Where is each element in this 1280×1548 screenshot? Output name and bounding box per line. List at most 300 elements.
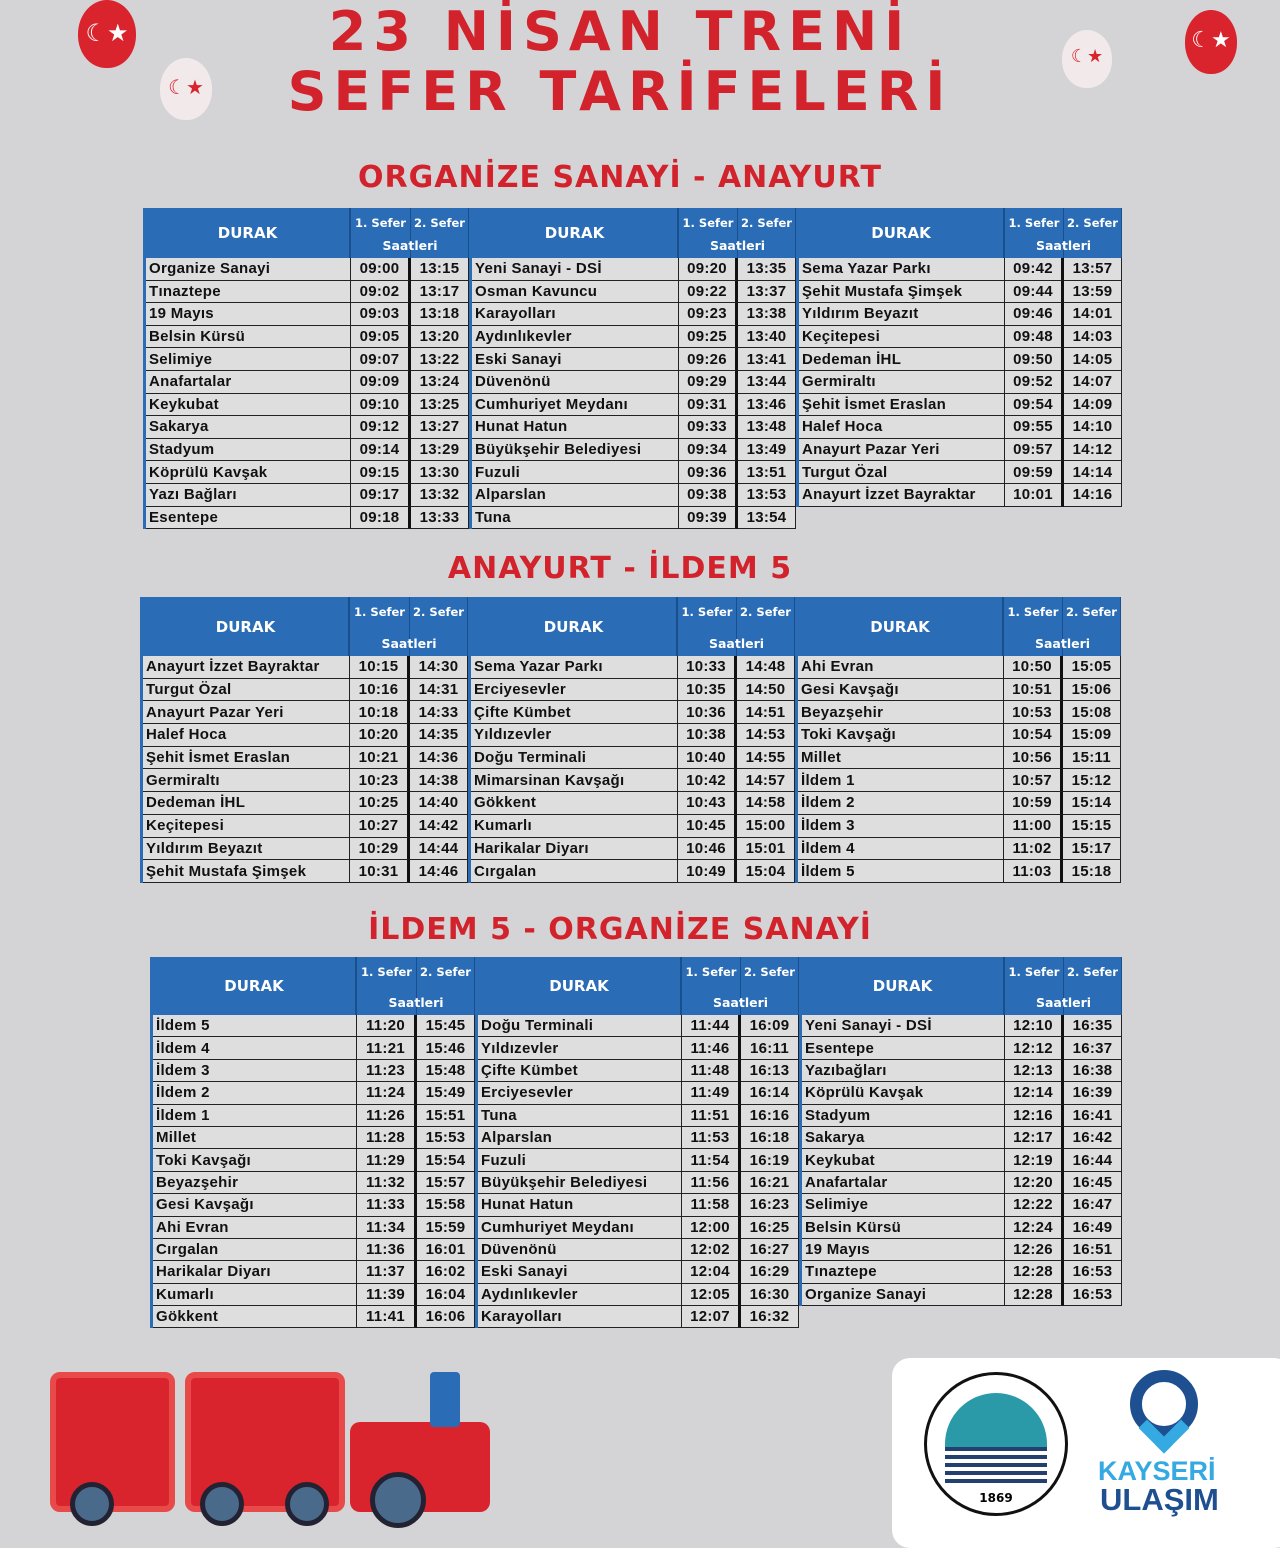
stop-name: Belsin Kürsü: [802, 1217, 1005, 1239]
departure-time-1: 09:44: [1005, 281, 1064, 304]
stop-name: Sema Yazar Parkı: [471, 656, 678, 679]
timetable-block: [468, 597, 795, 883]
timetable-block: [140, 597, 468, 883]
stop-name: Tınaztepe: [802, 1261, 1005, 1283]
departure-time-2: 14:36: [410, 747, 468, 770]
stop-name: Karayolları: [472, 303, 679, 326]
departure-time-1: 10:31: [350, 860, 410, 883]
stop-name: İldem 1: [153, 1105, 357, 1127]
departure-time-2: 15:15: [1063, 815, 1121, 838]
departure-time-1: 12:19: [1005, 1149, 1064, 1171]
departure-time-1: 12:05: [682, 1284, 741, 1306]
departure-time-2: 15:09: [1063, 724, 1121, 747]
section-title: İLDEM 5 - ORGANİZE SANAYİ: [368, 912, 872, 947]
departure-time-2: 14:07: [1064, 371, 1122, 394]
departure-time-1: 11:39: [357, 1284, 417, 1306]
departure-time-1: 10:51: [1004, 679, 1063, 702]
departure-time-2: 16:21: [741, 1172, 799, 1194]
departure-time-1: 09:20: [679, 258, 738, 281]
timetable-block: [796, 208, 1122, 507]
departure-time-1: 10:49: [678, 860, 737, 883]
timetable-block: [795, 597, 1121, 883]
departure-time-1: 11:03: [1004, 860, 1063, 883]
departure-time-1: 11:33: [357, 1194, 417, 1216]
stop-name: Harikalar Diyarı: [153, 1261, 357, 1283]
departure-time-2: 15:51: [417, 1105, 475, 1127]
departure-time-1: 12:24: [1005, 1217, 1064, 1239]
stop-name: Esentepe: [802, 1037, 1005, 1059]
stop-name: Aydınlıkevler: [478, 1284, 682, 1306]
timetable-block: [150, 957, 475, 1328]
stop-name: İldem 3: [153, 1060, 357, 1082]
departure-time-1: 10:42: [678, 769, 737, 792]
stop-name: Gökkent: [471, 792, 678, 815]
departure-time-1: 09:31: [679, 394, 738, 417]
departure-time-2: 14:31: [410, 679, 468, 702]
departure-time-2: 13:35: [738, 258, 796, 281]
departure-time-1: 12:07: [682, 1306, 741, 1328]
stop-name: Şehit İsmet Eraslan: [799, 394, 1005, 417]
header-sefer-2: 2. Sefer: [741, 957, 799, 1015]
stop-name: Sakarya: [146, 416, 351, 439]
departure-time-2: 16:53: [1064, 1284, 1122, 1306]
departure-time-1: 12:28: [1005, 1284, 1064, 1306]
header-saatleri: Saatleri: [709, 238, 766, 253]
departure-time-2: 15:58: [417, 1194, 475, 1216]
stop-name: Osman Kavuncu: [472, 281, 679, 304]
stop-name: Toki Kavşağı: [798, 724, 1004, 747]
departure-time-1: 12:12: [1005, 1037, 1064, 1059]
departure-time-2: 13:24: [411, 371, 469, 394]
departure-time-2: 16:19: [741, 1149, 799, 1171]
header-sefer-2: 2. Sefer: [1064, 957, 1122, 1015]
stop-name: Tuna: [478, 1105, 682, 1127]
departure-time-1: 11:23: [357, 1060, 417, 1082]
header-saatleri: Saatleri: [1034, 636, 1091, 651]
departure-time-1: 12:13: [1005, 1060, 1064, 1082]
stop-name: Doğu Terminali: [478, 1015, 682, 1037]
departure-time-1: 10:29: [350, 838, 410, 861]
departure-time-1: 10:35: [678, 679, 737, 702]
seal-year: 1869: [979, 1491, 1013, 1505]
departure-time-2: 13:25: [411, 394, 469, 417]
departure-time-1: 11:29: [357, 1149, 417, 1171]
header-sefer-2: 2. Sefer: [738, 208, 796, 258]
header-sefer-1: 1. Sefer: [1004, 597, 1063, 656]
timetable-organize-anayurt: [143, 208, 1122, 529]
header-sefer-1: 1. Sefer: [1005, 208, 1064, 258]
stop-name: Cumhuriyet Meydanı: [478, 1217, 682, 1239]
departure-time-1: 12:16: [1005, 1105, 1064, 1127]
section-title: ORGANİZE SANAYİ - ANAYURT: [358, 160, 882, 195]
departure-time-2: 15:00: [737, 815, 795, 838]
departure-time-2: 16:51: [1064, 1239, 1122, 1261]
departure-time-2: 16:18: [741, 1127, 799, 1149]
stop-name: İldem 5: [798, 860, 1004, 883]
departure-time-2: 13:22: [411, 348, 469, 371]
departure-time-1: 12:22: [1005, 1194, 1064, 1216]
departure-time-1: 11:51: [682, 1105, 741, 1127]
header-saatleri: Saatleri: [1035, 995, 1092, 1010]
departure-time-2: 13:29: [411, 439, 469, 462]
header-saatleri: Saatleri: [708, 636, 765, 651]
departure-time-2: 14:16: [1064, 484, 1122, 507]
stop-name: Kumarlı: [153, 1284, 357, 1306]
header-sefer-2: 2. Sefer: [1063, 597, 1121, 656]
departure-time-2: 13:51: [738, 461, 796, 484]
header-sefer-1: 1. Sefer: [357, 957, 417, 1015]
stop-name: Beyazşehir: [798, 701, 1004, 724]
departure-time-1: 09:54: [1005, 394, 1064, 417]
departure-time-1: 12:28: [1005, 1261, 1064, 1283]
departure-time-1: 09:59: [1005, 461, 1064, 484]
balloon-icon: ☾★: [160, 58, 212, 120]
departure-time-2: 13:18: [411, 303, 469, 326]
header-sefer-2: 2. Sefer: [411, 208, 469, 258]
departure-time-1: 09:05: [351, 326, 411, 349]
departure-time-2: 16:04: [417, 1284, 475, 1306]
departure-time-2: 15:49: [417, 1082, 475, 1104]
departure-time-2: 13:57: [1064, 258, 1122, 281]
departure-time-1: 11:36: [357, 1239, 417, 1261]
departure-time-1: 11:28: [357, 1127, 417, 1149]
departure-time-1: 11:02: [1004, 838, 1063, 861]
departure-time-2: 13:20: [411, 326, 469, 349]
departure-time-2: 13:53: [738, 484, 796, 507]
stop-name: Yazıbağları: [802, 1060, 1005, 1082]
departure-time-1: 09:12: [351, 416, 411, 439]
header-durak: DURAK: [471, 597, 678, 656]
departure-time-1: 11:32: [357, 1172, 417, 1194]
departure-time-2: 14:51: [737, 701, 795, 724]
departure-time-1: 09:42: [1005, 258, 1064, 281]
stop-name: Cırgalan: [471, 860, 678, 883]
stop-name: Organize Sanayi: [146, 258, 351, 281]
balloon-icon: ☾★: [1062, 30, 1112, 88]
stop-name: Yıldızevler: [471, 724, 678, 747]
departure-time-2: 16:32: [741, 1306, 799, 1328]
header-saatleri: Saatleri: [712, 995, 769, 1010]
header-durak: DURAK: [146, 208, 351, 258]
departure-time-2: 16:37: [1064, 1037, 1122, 1059]
departure-time-2: 13:15: [411, 258, 469, 281]
section-title: ANAYURT - İLDEM 5: [447, 551, 793, 586]
departure-time-2: 14:12: [1064, 439, 1122, 462]
stop-name: Ahi Evran: [798, 656, 1004, 679]
departure-time-1: 09:10: [351, 394, 411, 417]
departure-time-2: 16:47: [1064, 1194, 1122, 1216]
header-sefer-2: 2. Sefer: [737, 597, 795, 656]
departure-time-1: 10:01: [1005, 484, 1064, 507]
departure-time-2: 13:40: [738, 326, 796, 349]
departure-time-2: 13:46: [738, 394, 796, 417]
stop-name: Doğu Terminali: [471, 747, 678, 770]
departure-time-2: 16:09: [741, 1015, 799, 1037]
departure-time-2: 14:35: [410, 724, 468, 747]
stop-name: Anayurt Pazar Yeri: [143, 701, 350, 724]
departure-time-1: 09:48: [1005, 326, 1064, 349]
departure-time-1: 10:38: [678, 724, 737, 747]
departure-time-2: 13:30: [411, 461, 469, 484]
departure-time-1: 09:02: [351, 281, 411, 304]
departure-time-1: 11:48: [682, 1060, 741, 1082]
timetable-anayurt-ildem5: [140, 597, 1121, 883]
departure-time-2: 16:44: [1064, 1149, 1122, 1171]
departure-time-1: 10:56: [1004, 747, 1063, 770]
departure-time-1: 09:15: [351, 461, 411, 484]
departure-time-1: 09:57: [1005, 439, 1064, 462]
departure-time-1: 09:33: [679, 416, 738, 439]
stop-name: Alparslan: [472, 484, 679, 507]
departure-time-2: 16:13: [741, 1060, 799, 1082]
departure-time-2: 13:49: [738, 439, 796, 462]
departure-time-2: 14:05: [1064, 348, 1122, 371]
header-sefer-1: 1. Sefer: [678, 597, 737, 656]
departure-time-2: 15:01: [737, 838, 795, 861]
departure-time-2: 16:30: [741, 1284, 799, 1306]
departure-time-2: 14:33: [410, 701, 468, 724]
stop-name: Anafartalar: [802, 1172, 1005, 1194]
stop-name: Stadyum: [146, 439, 351, 462]
header-sefer-1: 1. Sefer: [1005, 957, 1064, 1015]
departure-time-1: 09:46: [1005, 303, 1064, 326]
departure-time-1: 10:20: [350, 724, 410, 747]
stop-name: Tuna: [472, 507, 679, 530]
departure-time-1: 10:27: [350, 815, 410, 838]
departure-time-2: 14:58: [737, 792, 795, 815]
stop-name: Keykubat: [146, 394, 351, 417]
departure-time-1: 09:09: [351, 371, 411, 394]
departure-time-2: 14:48: [737, 656, 795, 679]
departure-time-2: 14:50: [737, 679, 795, 702]
departure-time-1: 09:00: [351, 258, 411, 281]
departure-time-1: 10:59: [1004, 792, 1063, 815]
stop-name: Dedeman İHL: [799, 348, 1005, 371]
departure-time-1: 12:14: [1005, 1082, 1064, 1104]
timetable-ildem5-organize: [150, 957, 1122, 1328]
departure-time-2: 16:39: [1064, 1082, 1122, 1104]
departure-time-2: 15:12: [1063, 769, 1121, 792]
departure-time-2: 14:57: [737, 769, 795, 792]
departure-time-2: 13:54: [738, 507, 796, 530]
departure-time-1: 09:23: [679, 303, 738, 326]
main-title-line1: 23 NİSAN TRENİ: [328, 0, 912, 63]
stop-name: Karayolları: [478, 1306, 682, 1328]
stop-name: Düvenönü: [478, 1239, 682, 1261]
departure-time-2: 15:45: [417, 1015, 475, 1037]
departure-time-1: 11:34: [357, 1217, 417, 1239]
stop-name: Halef Hoca: [799, 416, 1005, 439]
stop-name: İldem 1: [798, 769, 1004, 792]
stop-name: Selimiye: [146, 348, 351, 371]
departure-time-1: 10:43: [678, 792, 737, 815]
departure-time-1: 11:49: [682, 1082, 741, 1104]
logo-panel: 1869 KAYSERİ ULAŞIM: [892, 1358, 1280, 1548]
departure-time-2: 16:16: [741, 1105, 799, 1127]
stop-name: Gökkent: [153, 1306, 357, 1328]
stop-name: 19 Mayıs: [802, 1239, 1005, 1261]
header-durak: DURAK: [472, 208, 679, 258]
stop-name: Esentepe: [146, 507, 351, 530]
stop-name: Germiraltı: [799, 371, 1005, 394]
stop-name: Germiraltı: [143, 769, 350, 792]
departure-time-1: 10:33: [678, 656, 737, 679]
departure-time-2: 15:46: [417, 1037, 475, 1059]
departure-time-1: 10:23: [350, 769, 410, 792]
stop-name: Anayurt Pazar Yeri: [799, 439, 1005, 462]
stop-name: Hunat Hatun: [472, 416, 679, 439]
departure-time-1: 09:50: [1005, 348, 1064, 371]
header-sefer-2: 2. Sefer: [417, 957, 475, 1015]
departure-time-1: 10:16: [350, 679, 410, 702]
departure-time-1: 11:53: [682, 1127, 741, 1149]
departure-time-1: 10:54: [1004, 724, 1063, 747]
departure-time-1: 09:07: [351, 348, 411, 371]
stop-name: Gesi Kavşağı: [153, 1194, 357, 1216]
departure-time-1: 09:29: [679, 371, 738, 394]
header-saatleri: Saatleri: [382, 238, 438, 253]
stop-name: Dedeman İHL: [143, 792, 350, 815]
header-sefer-2: 2. Sefer: [1064, 208, 1122, 258]
departure-time-1: 09:39: [679, 507, 738, 530]
departure-time-1: 09:22: [679, 281, 738, 304]
departure-time-2: 14:10: [1064, 416, 1122, 439]
departure-time-2: 16:41: [1064, 1105, 1122, 1127]
departure-time-1: 10:45: [678, 815, 737, 838]
departure-time-2: 14:55: [737, 747, 795, 770]
stop-name: Yeni Sanayi - DSİ: [472, 258, 679, 281]
departure-time-1: 11:44: [682, 1015, 741, 1037]
train-illustration: [50, 1362, 500, 1533]
departure-time-1: 12:17: [1005, 1127, 1064, 1149]
stop-name: Sema Yazar Parkı: [799, 258, 1005, 281]
timetable-block: [469, 208, 796, 529]
departure-time-1: 11:24: [357, 1082, 417, 1104]
departure-time-1: 11:37: [357, 1261, 417, 1283]
departure-time-2: 15:05: [1063, 656, 1121, 679]
header-durak: DURAK: [153, 957, 357, 1015]
departure-time-1: 09:34: [679, 439, 738, 462]
departure-time-1: 09:25: [679, 326, 738, 349]
stop-name: İldem 3: [798, 815, 1004, 838]
stop-name: Düvenönü: [472, 371, 679, 394]
departure-time-1: 11:58: [682, 1194, 741, 1216]
stop-name: Fuzuli: [472, 461, 679, 484]
departure-time-2: 13:32: [411, 484, 469, 507]
stop-name: Halef Hoca: [143, 724, 350, 747]
stop-name: Yıldırım Beyazıt: [143, 838, 350, 861]
departure-time-2: 13:59: [1064, 281, 1122, 304]
departure-time-1: 11:26: [357, 1105, 417, 1127]
municipality-seal-logo: [924, 1372, 1068, 1516]
header-durak: DURAK: [799, 208, 1005, 258]
stop-name: Stadyum: [802, 1105, 1005, 1127]
stop-name: Belsin Kürsü: [146, 326, 351, 349]
stop-name: Köprülü Kavşak: [146, 461, 351, 484]
departure-time-2: 15:54: [417, 1149, 475, 1171]
stop-name: Yeni Sanayi - DSİ: [802, 1015, 1005, 1037]
departure-time-2: 13:37: [738, 281, 796, 304]
stop-name: Kumarlı: [471, 815, 678, 838]
header-durak: DURAK: [798, 597, 1004, 656]
departure-time-2: 16:49: [1064, 1217, 1122, 1239]
stop-name: 19 Mayıs: [146, 303, 351, 326]
header-sefer-1: 1. Sefer: [350, 597, 410, 656]
departure-time-2: 14:42: [410, 815, 468, 838]
departure-time-1: 12:04: [682, 1261, 741, 1283]
departure-time-2: 15:06: [1063, 679, 1121, 702]
departure-time-2: 14:53: [737, 724, 795, 747]
departure-time-2: 16:38: [1064, 1060, 1122, 1082]
departure-time-1: 09:17: [351, 484, 411, 507]
departure-time-2: 15:08: [1063, 701, 1121, 724]
stop-name: Alparslan: [478, 1127, 682, 1149]
departure-time-1: 10:36: [678, 701, 737, 724]
departure-time-1: 09:52: [1005, 371, 1064, 394]
header-saatleri: Saatleri: [1035, 238, 1092, 253]
departure-time-1: 10:15: [350, 656, 410, 679]
departure-time-2: 16:23: [741, 1194, 799, 1216]
stop-name: Sakarya: [802, 1127, 1005, 1149]
stop-name: Büyükşehir Belediyesi: [472, 439, 679, 462]
departure-time-2: 14:03: [1064, 326, 1122, 349]
departure-time-1: 09:36: [679, 461, 738, 484]
departure-time-2: 14:38: [410, 769, 468, 792]
stop-name: Yazı Bağları: [146, 484, 351, 507]
departure-time-2: 13:44: [738, 371, 796, 394]
stop-name: İldem 5: [153, 1015, 357, 1037]
header-saatleri: Saatleri: [388, 995, 444, 1010]
timetable-block: [143, 208, 469, 529]
stop-name: Hunat Hatun: [478, 1194, 682, 1216]
stop-name: Yıldırım Beyazıt: [799, 303, 1005, 326]
header-durak: DURAK: [478, 957, 682, 1015]
stop-name: Şehit İsmet Eraslan: [143, 747, 350, 770]
departure-time-2: 16:06: [417, 1306, 475, 1328]
stop-name: Anayurt İzzet Bayraktar: [799, 484, 1005, 507]
balloon-icon: ☾★: [1185, 10, 1237, 74]
departure-time-1: 12:02: [682, 1239, 741, 1261]
departure-time-2: 16:53: [1064, 1261, 1122, 1283]
departure-time-1: 10:40: [678, 747, 737, 770]
stop-name: Gesi Kavşağı: [798, 679, 1004, 702]
balloon-icon: ☾★: [78, 0, 136, 68]
header-sefer-1: 1. Sefer: [679, 208, 738, 258]
departure-time-2: 13:33: [411, 507, 469, 530]
departure-time-2: 16:35: [1064, 1015, 1122, 1037]
stop-name: Şehit Mustafa Şimşek: [143, 860, 350, 883]
stop-name: Millet: [153, 1127, 357, 1149]
departure-time-1: 12:10: [1005, 1015, 1064, 1037]
stop-name: Aydınlıkevler: [472, 326, 679, 349]
stop-name: Keçitepesi: [143, 815, 350, 838]
departure-time-1: 12:26: [1005, 1239, 1064, 1261]
header-sefer-1: 1. Sefer: [682, 957, 741, 1015]
stop-name: Cumhuriyet Meydanı: [472, 394, 679, 417]
stop-name: Erciyesevler: [478, 1082, 682, 1104]
departure-time-2: 15:11: [1063, 747, 1121, 770]
departure-time-2: 14:09: [1064, 394, 1122, 417]
stop-name: Büyükşehir Belediyesi: [478, 1172, 682, 1194]
header-sefer-2: 2. Sefer: [410, 597, 468, 656]
departure-time-1: 10:53: [1004, 701, 1063, 724]
stop-name: Fuzuli: [478, 1149, 682, 1171]
stop-name: Toki Kavşağı: [153, 1149, 357, 1171]
departure-time-2: 16:25: [741, 1217, 799, 1239]
departure-time-1: 10:25: [350, 792, 410, 815]
stop-name: Beyazşehir: [153, 1172, 357, 1194]
departure-time-1: 11:41: [357, 1306, 417, 1328]
